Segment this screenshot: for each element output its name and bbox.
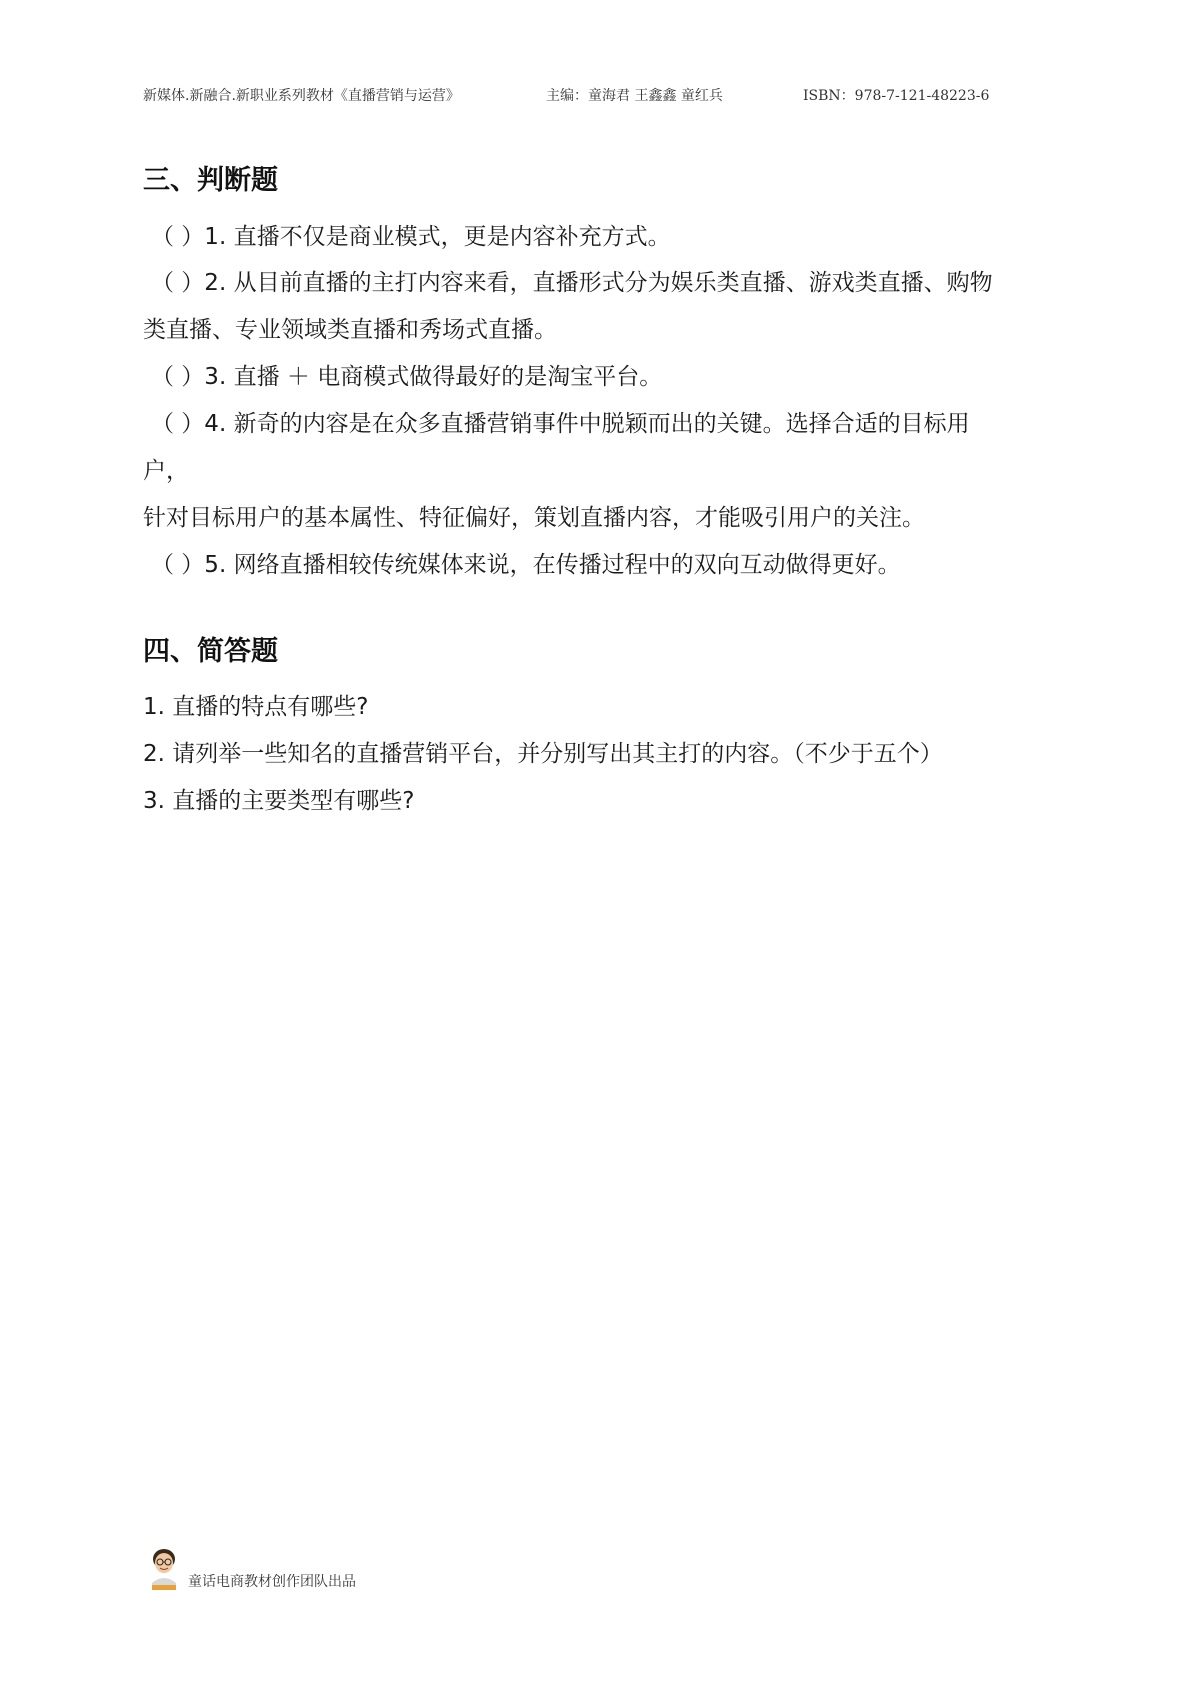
header-series: 新媒体.新融合.新职业系列教材《直播营销与运营》 xyxy=(143,88,460,104)
short-question-2: 2. 请列举一些知名的直播营销平台，并分别写出其主打的内容。（不少于五个） xyxy=(143,741,943,767)
judge-question-4-cont-1: 户， xyxy=(143,458,189,484)
footer-credit: 童话电商教材创作团队出品 xyxy=(188,1574,356,1590)
judge-question-4-cont-2: 针对目标用户的基本属性、特征偏好，策划直播内容，才能吸引用户的关注。 xyxy=(143,505,925,531)
section-title-short-answer: 四、简答题 xyxy=(143,636,278,667)
cartoon-avatar-icon xyxy=(146,1547,182,1591)
judge-question-1: （ ）1. 直播不仅是商业模式，更是内容补充方式。 xyxy=(151,224,671,250)
page-footer xyxy=(146,1547,546,1597)
header-isbn: ISBN：978-7-121-48223-6 xyxy=(803,88,990,104)
judge-question-3: （ ）3. 直播 ＋ 电商模式做得最好的是淘宝平台。 xyxy=(151,364,663,390)
page-header xyxy=(143,85,1043,109)
judge-question-5: （ ）5. 网络直播相较传统媒体来说，在传播过程中的双向互动做得更好。 xyxy=(151,552,901,578)
short-question-1: 1. 直播的特点有哪些? xyxy=(143,694,369,720)
judge-question-4: （ ）4. 新奇的内容是在众多直播营销事件中脱颖而出的关键。选择合适的目标用 xyxy=(151,411,970,437)
judge-question-2: （ ）2. 从目前直播的主打内容来看，直播形式分为娱乐类直播、游戏类直播、购物 xyxy=(151,270,993,296)
header-editors: 主编：童海君 王鑫鑫 童红兵 xyxy=(546,88,723,104)
judge-question-2-cont: 类直播、专业领域类直播和秀场式直播。 xyxy=(143,317,557,343)
short-question-3: 3. 直播的主要类型有哪些? xyxy=(143,788,415,814)
section-title-judge: 三、判断题 xyxy=(143,165,278,196)
